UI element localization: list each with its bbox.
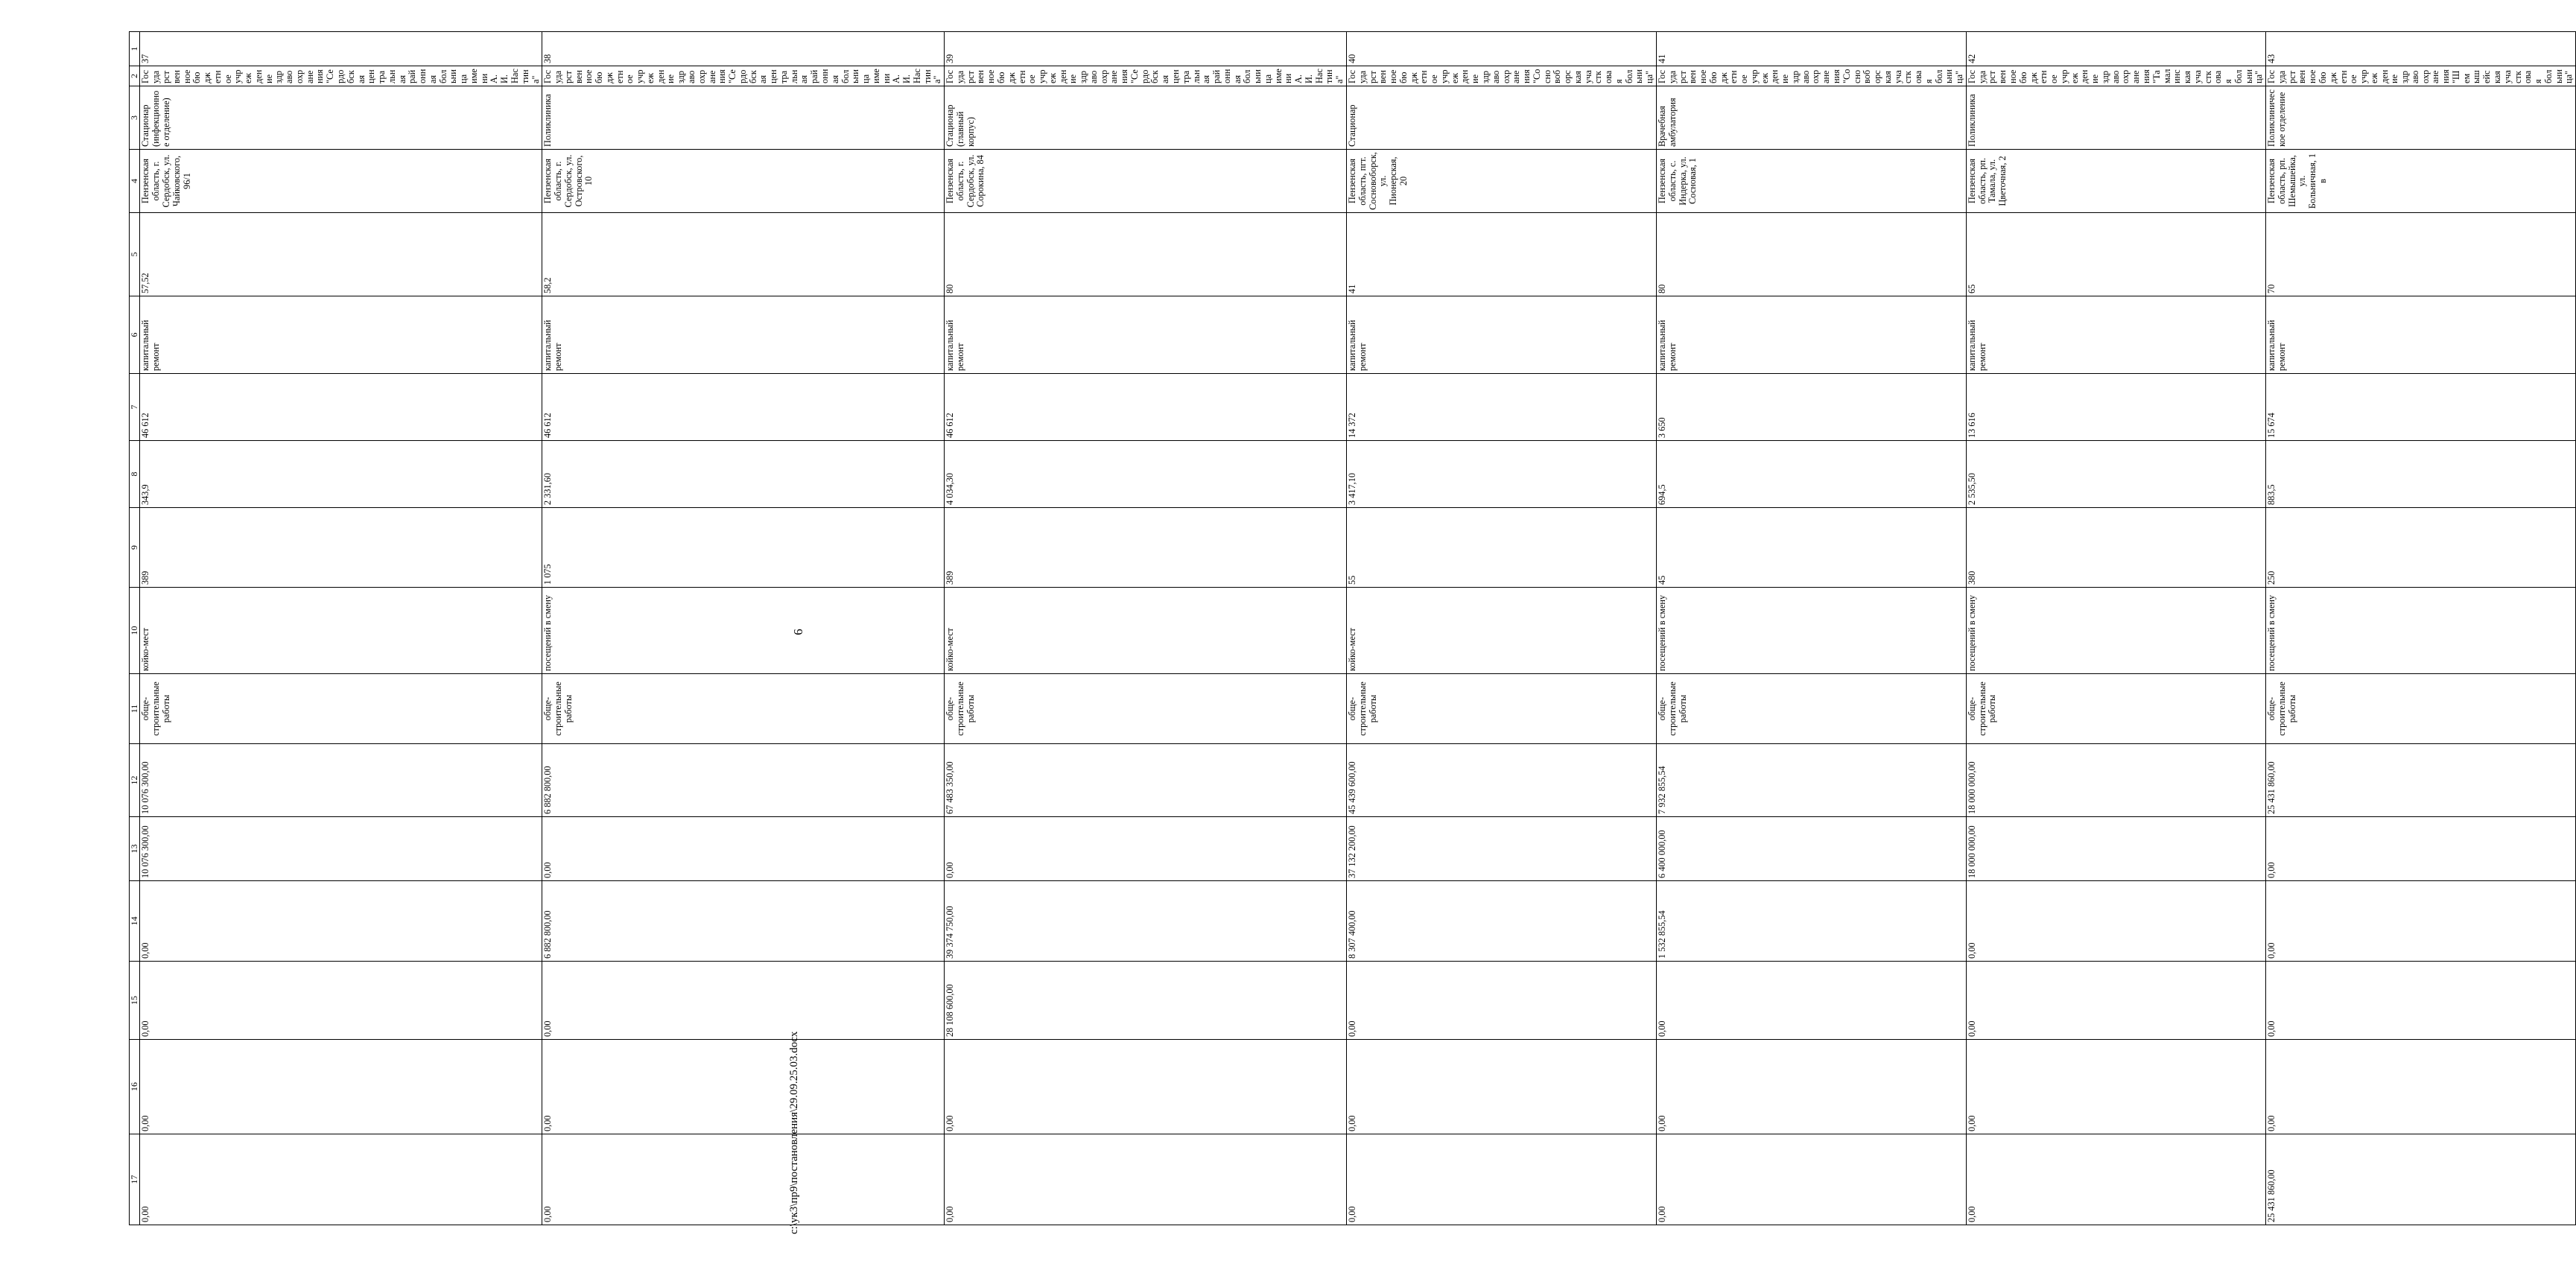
cell-col-14: 0,00 [2266, 881, 2576, 962]
cell-col-15: 28 108 600,00 [945, 962, 1347, 1040]
cell-col-12: 67 483 350,00 [945, 744, 1347, 817]
cell-col-17: 0,00 [140, 1134, 542, 1225]
cell-col-7: 14 372 [1347, 374, 1657, 441]
cell-col-15: 0,00 [1656, 962, 1966, 1040]
cell-col-2: Государственное бюджетное учреждение здравоохранения "Сосновоборская участковая больница" [1656, 66, 1966, 86]
col-number: 8 [130, 441, 140, 508]
cell-col-10: посещений в смену [1966, 588, 2265, 674]
cell-col-16: 0,00 [1347, 1040, 1657, 1134]
cell-col-17: 0,00 [1966, 1134, 2265, 1225]
cell-col-4: Пензенская область, рп. Шемышейка, ул. Больничная, 1 в [2266, 150, 2576, 213]
cell-col-15: 0,00 [1347, 962, 1657, 1040]
cell-col-5: 58,2 [542, 213, 945, 296]
table-row [1347, 32, 1657, 1225]
cell-col-14: 0,00 [1966, 881, 2265, 962]
cell-col-9: 389 [140, 508, 542, 588]
cell-col-2: Государственное бюджетное учреждение здравоохранения "Шемышейская участковая больница" [2266, 66, 2576, 86]
cell-col-10: койко-мест [140, 588, 542, 674]
cell-col-7: 13 616 [1966, 374, 2265, 441]
cell-col-1: 41 [1656, 32, 1966, 66]
col-number: 1 [130, 32, 140, 66]
col-number: 7 [130, 374, 140, 441]
cell-col-13: 0,00 [542, 817, 945, 881]
cell-col-16: 0,00 [945, 1040, 1347, 1134]
cell-col-15: 0,00 [1966, 962, 2265, 1040]
cell-col-13: 10 076 300,00 [140, 817, 542, 881]
cell-col-12: 10 076 300,00 [140, 744, 542, 817]
cell-col-9: 1 075 [542, 508, 945, 588]
table-row [542, 32, 945, 1225]
cell-col-4: Пензенская область, г. Сердобск, ул. Чайковского, 96/1 [140, 150, 542, 213]
cell-col-6: капитальный ремонт [2266, 296, 2576, 374]
cell-col-2: Государственное бюджетное учреждение здравоохранения "Тамалинская участковая больница" [1966, 66, 2265, 86]
cell-col-11: обще-строительные работы [2266, 674, 2576, 744]
cell-col-12: 45 439 600,00 [1347, 744, 1657, 817]
cell-col-4: Пензенская область, г. Сердобск, ул. Островского, 10 [542, 150, 945, 213]
cell-col-3: Поликлиника [1966, 86, 2265, 150]
cell-col-10: посещений в смену [2266, 588, 2576, 674]
cell-col-16: 0,00 [1966, 1040, 2265, 1134]
table-row [1966, 32, 2265, 1225]
cell-col-7: 3 650 [1656, 374, 1966, 441]
cell-col-3: Врачебная амбулатория [1656, 86, 1966, 150]
col-number: 6 [130, 296, 140, 374]
cell-col-13: 18 000 000,00 [1966, 817, 2265, 881]
cell-col-5: 57,52 [140, 213, 542, 296]
cell-col-2: Государственное бюджетное учреждение здравоохранения "Сердобская центральная районная больница имени А.И.Настина" [945, 66, 1347, 86]
cell-col-1: 40 [1347, 32, 1657, 66]
cell-col-3: Стационар (инфекционное отделение) [140, 86, 542, 150]
cell-col-5: 80 [1656, 213, 1966, 296]
cell-col-8: 343,9 [140, 441, 542, 508]
cell-col-2: Государственное бюджетное учреждение здравоохранения "Сердобская центральная районная больница имени А.И.Настина" [140, 66, 542, 86]
cell-col-6: капитальный ремонт [140, 296, 542, 374]
cell-col-17: 0,00 [1347, 1134, 1657, 1225]
col-number: 16 [130, 1040, 140, 1134]
cell-col-9: 389 [945, 508, 1347, 588]
cell-col-3: Стационар [1347, 86, 1657, 150]
cell-col-7: 46 612 [140, 374, 542, 441]
cell-col-6: капитальный ремонт [542, 296, 945, 374]
cell-col-11: обще-строительные работы [140, 674, 542, 744]
table-row [1656, 32, 1966, 1225]
table-row [2266, 32, 2576, 1225]
cell-col-3: Поликлиника [542, 86, 945, 150]
cell-col-10: койко-мест [1347, 588, 1657, 674]
cell-col-4: Пензенская область, пгт. Сосновоборск, ул. Пионерская, 20 [1347, 150, 1657, 213]
cell-col-13: 6 400 000,00 [1656, 817, 1966, 881]
cell-col-10: койко-мест [945, 588, 1347, 674]
cell-col-14: 8 307 400,00 [1347, 881, 1657, 962]
col-number: 14 [130, 881, 140, 962]
cell-col-13: 0,00 [2266, 817, 2576, 881]
cell-col-6: капитальный ремонт [1966, 296, 2265, 374]
cell-col-15: 0,00 [2266, 962, 2576, 1040]
cell-col-7: 46 612 [945, 374, 1347, 441]
table-body [130, 32, 2576, 1225]
cell-col-12: 25 431 860,00 [2266, 744, 2576, 817]
cell-col-10: посещений в смену [1656, 588, 1966, 674]
cell-col-1: 39 [945, 32, 1347, 66]
cell-col-11: обще-строительные работы [1966, 674, 2265, 744]
cell-col-16: 0,00 [2266, 1040, 2576, 1134]
cell-col-12: 18 000 000,00 [1966, 744, 2265, 817]
cell-col-11: обще-строительные работы [542, 674, 945, 744]
table-row [945, 32, 1347, 1225]
cell-col-6: капитальный ремонт [945, 296, 1347, 374]
cell-col-8: 4 034,30 [945, 441, 1347, 508]
page-number: 6 [791, 629, 805, 635]
cell-col-3: Поликлиническое отделение [2266, 86, 2576, 150]
cell-col-8: 883,5 [2266, 441, 2576, 508]
col-number: 3 [130, 86, 140, 150]
cell-col-14: 1 532 855,54 [1656, 881, 1966, 962]
cell-col-1: 42 [1966, 32, 2265, 66]
file-path-footer: c:\ук3\пр9\постановления\29.09.25.03.docx [788, 1031, 800, 1234]
col-number: 5 [130, 213, 140, 296]
cell-col-8: 3 417,10 [1347, 441, 1657, 508]
cell-col-17: 0,00 [945, 1134, 1347, 1225]
cell-col-7: 15 674 [2266, 374, 2576, 441]
cell-col-7: 46 612 [542, 374, 945, 441]
cell-col-6: капитальный ремонт [1656, 296, 1966, 374]
cell-col-14: 39 374 750,00 [945, 881, 1347, 962]
cell-col-1: 38 [542, 32, 945, 66]
cell-col-15: 0,00 [140, 962, 542, 1040]
cell-col-5: 65 [1966, 213, 2265, 296]
cell-col-1: 43 [2266, 32, 2576, 66]
col-number: 12 [130, 744, 140, 817]
cell-col-5: 41 [1347, 213, 1657, 296]
cell-col-5: 80 [945, 213, 1347, 296]
col-number: 13 [130, 817, 140, 881]
cell-col-16: 0,00 [542, 1040, 945, 1134]
col-number: 4 [130, 150, 140, 213]
cell-col-8: 2 331,60 [542, 441, 945, 508]
col-number: 10 [130, 588, 140, 674]
cell-col-9: 380 [1966, 508, 2265, 588]
cell-col-8: 694,5 [1656, 441, 1966, 508]
cell-col-11: обще-строительные работы [1347, 674, 1657, 744]
cell-col-9: 55 [1347, 508, 1657, 588]
cell-col-17: 25 431 860,00 [2266, 1134, 2576, 1225]
column-number-row [130, 32, 140, 1225]
cell-col-3: Стационар (главный корпус) [945, 86, 1347, 150]
cell-col-6: капитальный ремонт [1347, 296, 1657, 374]
cell-col-4: Пензенская область, рп. Тамала, ул. Цветочная, 2 [1966, 150, 2265, 213]
cell-col-8: 2 535,50 [1966, 441, 2265, 508]
table-row [140, 32, 542, 1225]
cell-col-13: 0,00 [945, 817, 1347, 881]
cell-col-16: 0,00 [140, 1040, 542, 1134]
cell-col-17: 0,00 [542, 1134, 945, 1225]
cell-col-11: обще-строительные работы [1656, 674, 1966, 744]
cell-col-14: 6 882 800,00 [542, 881, 945, 962]
cell-col-4: Пензенская область, с. Индерка, ул. Сосновая, 1 [1656, 150, 1966, 213]
cell-col-2: Государственное бюджетное учреждение здравоохранения "Сосновоборская участковая больница" [1347, 66, 1657, 86]
cell-col-13: 37 132 200,00 [1347, 817, 1657, 881]
cell-col-15: 0,00 [542, 962, 945, 1040]
cell-col-12: 6 882 800,00 [542, 744, 945, 817]
cell-col-4: Пензенская область, г. Сердобск, ул. Сорокина, 84 [945, 150, 1347, 213]
col-number: 2 [130, 66, 140, 86]
cell-col-14: 0,00 [140, 881, 542, 962]
cell-col-9: 250 [2266, 508, 2576, 588]
cell-col-10: посещений в смену [542, 588, 945, 674]
cell-col-2: Государственное бюджетное учреждение здравоохранения "Сердобская центральная районная больница имени А.И.Настина" [542, 66, 945, 86]
cell-col-16: 0,00 [1656, 1040, 1966, 1134]
works-table [129, 31, 2576, 1225]
col-number: 11 [130, 674, 140, 744]
cell-col-9: 45 [1656, 508, 1966, 588]
col-number: 17 [130, 1134, 140, 1225]
cell-col-5: 70 [2266, 213, 2576, 296]
cell-col-12: 7 932 855,54 [1656, 744, 1966, 817]
col-number: 9 [130, 508, 140, 588]
cell-col-11: обще-строительные работы [945, 674, 1347, 744]
cell-col-1: 37 [140, 32, 542, 66]
col-number: 15 [130, 962, 140, 1040]
cell-col-17: 0,00 [1656, 1134, 1966, 1225]
